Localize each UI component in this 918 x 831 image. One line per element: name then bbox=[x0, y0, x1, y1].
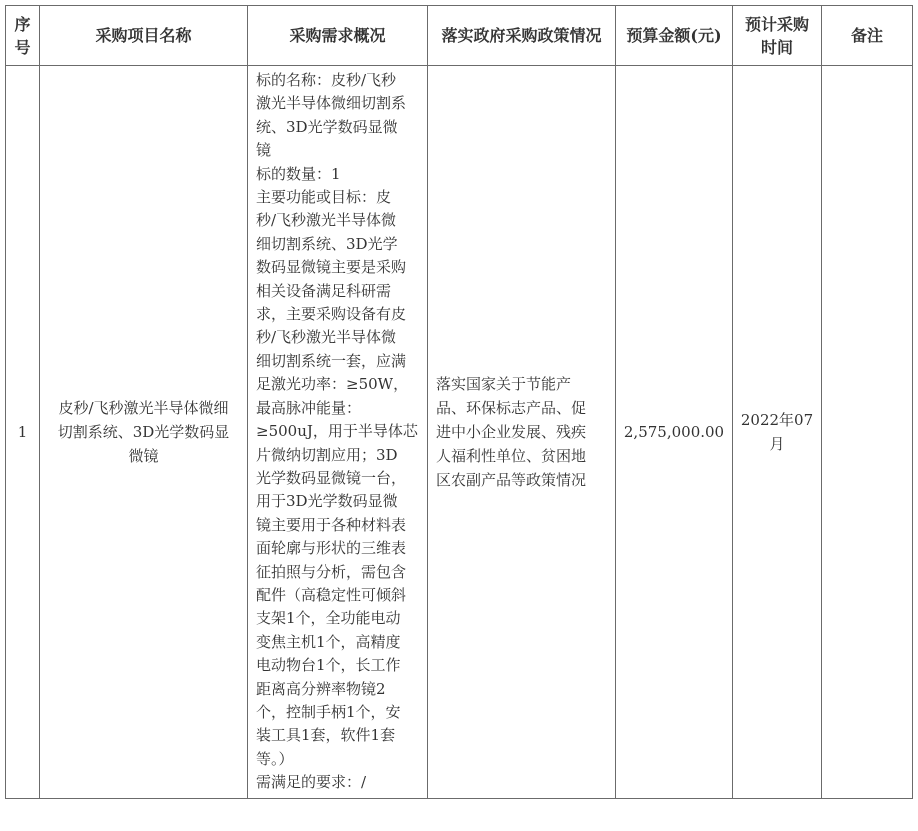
needs-line: 镜主要用于各种材料表 bbox=[256, 515, 407, 534]
cell-project-name bbox=[40, 66, 248, 799]
needs-line: 秒/飞秒激光半导体微 bbox=[256, 328, 397, 347]
header-budget: 预算金额(元) bbox=[616, 6, 733, 66]
needs-line: 标的名称：皮秒/飞秒 bbox=[256, 71, 397, 89]
time-line: 2022年07 bbox=[740, 410, 814, 429]
needs-line: 面轮廓与形状的三维表 bbox=[256, 539, 407, 558]
cell-needs-summary bbox=[248, 66, 428, 799]
needs-line: 细切割系统、3D光学 bbox=[256, 234, 398, 253]
header-time-line-2: 时间 bbox=[760, 37, 793, 57]
needs-line: 等。） bbox=[256, 749, 294, 768]
needs-line: 足激光功率：≥50W， bbox=[256, 375, 409, 394]
needs-line: 统、3D光学数码显微 bbox=[256, 117, 398, 136]
needs-line: 变焦主机1个，高精度 bbox=[256, 632, 401, 651]
header-index bbox=[6, 6, 40, 66]
needs-line: 细切割系统一套，应满 bbox=[256, 351, 407, 370]
header-time-line-1: 预计采购 bbox=[744, 14, 809, 34]
needs-line: 征拍照与分析，需包含 bbox=[256, 562, 407, 581]
needs-line: 镜 bbox=[256, 141, 272, 160]
needs-line: 电动物台1个，长工作 bbox=[256, 656, 401, 675]
header-row bbox=[6, 6, 913, 66]
cell-time bbox=[733, 66, 822, 799]
needs-line: 数码显微镜主要是采购 bbox=[256, 258, 407, 277]
cell-policy bbox=[428, 66, 616, 799]
needs-line: 用于3D光学数码显微 bbox=[256, 492, 398, 511]
project-name-line: 微镜 bbox=[128, 446, 159, 465]
policy-line: 区农副产品等政策情况 bbox=[436, 470, 587, 489]
needs-line: ≥500uJ，用于半导体芯 bbox=[256, 422, 418, 441]
project-name-line: 切割系统、3D光学数码显 bbox=[57, 422, 230, 441]
needs-line: 片微纳切割应用；3D bbox=[256, 445, 398, 464]
needs-line: 激光半导体微细切割系 bbox=[256, 94, 407, 113]
time-line: 月 bbox=[769, 434, 785, 453]
header-policy: 落实政府采购政策情况 bbox=[428, 6, 616, 66]
project-name-line: 皮秒/飞秒激光半导体微细 bbox=[58, 398, 229, 417]
policy-line: 品、环保标志产品、促 bbox=[436, 398, 587, 417]
header-project-name: 采购项目名称 bbox=[40, 6, 248, 66]
needs-line: 个，控制手柄1个，安 bbox=[256, 702, 401, 721]
needs-line: 秒/飞秒激光半导体微 bbox=[256, 211, 397, 230]
cell-budget: 2,575,000.00 bbox=[616, 66, 733, 799]
needs-line: 相关设备满足科研需 bbox=[256, 281, 392, 300]
needs-line: 装工具1套，软件1套 bbox=[256, 726, 396, 745]
policy-line: 进中小企业发展、残疾 bbox=[436, 422, 587, 441]
policy-line: 落实国家关于节能产 bbox=[436, 374, 572, 393]
needs-line: 最高脉冲能量： bbox=[256, 398, 362, 417]
table-row bbox=[6, 66, 913, 799]
header-index-line-1: 序 bbox=[14, 14, 31, 34]
needs-line: 标的数量：1 bbox=[256, 164, 341, 183]
header-needs-summary: 采购需求概况 bbox=[248, 6, 428, 66]
needs-line: 主要功能或目标：皮 bbox=[256, 188, 392, 207]
needs-line: 光学数码显微镜一台， bbox=[256, 468, 407, 487]
needs-line: 支架1个，全功能电动 bbox=[256, 609, 401, 628]
header-time bbox=[733, 6, 822, 66]
header-index-line-2: 号 bbox=[14, 37, 31, 57]
needs-line: 求，主要采购设备有皮 bbox=[256, 305, 407, 324]
needs-line: 需满足的要求：/ bbox=[256, 773, 367, 792]
procurement-table bbox=[5, 5, 913, 799]
cell-remark bbox=[822, 66, 913, 799]
needs-line: 配件（高稳定性可倾斜 bbox=[256, 585, 407, 604]
cell-index: 1 bbox=[6, 66, 40, 799]
needs-line: 距离高分辨率物镜2 bbox=[256, 679, 386, 698]
header-remark: 备注 bbox=[822, 6, 913, 66]
policy-line: 人福利性单位、贫困地 bbox=[436, 446, 587, 465]
